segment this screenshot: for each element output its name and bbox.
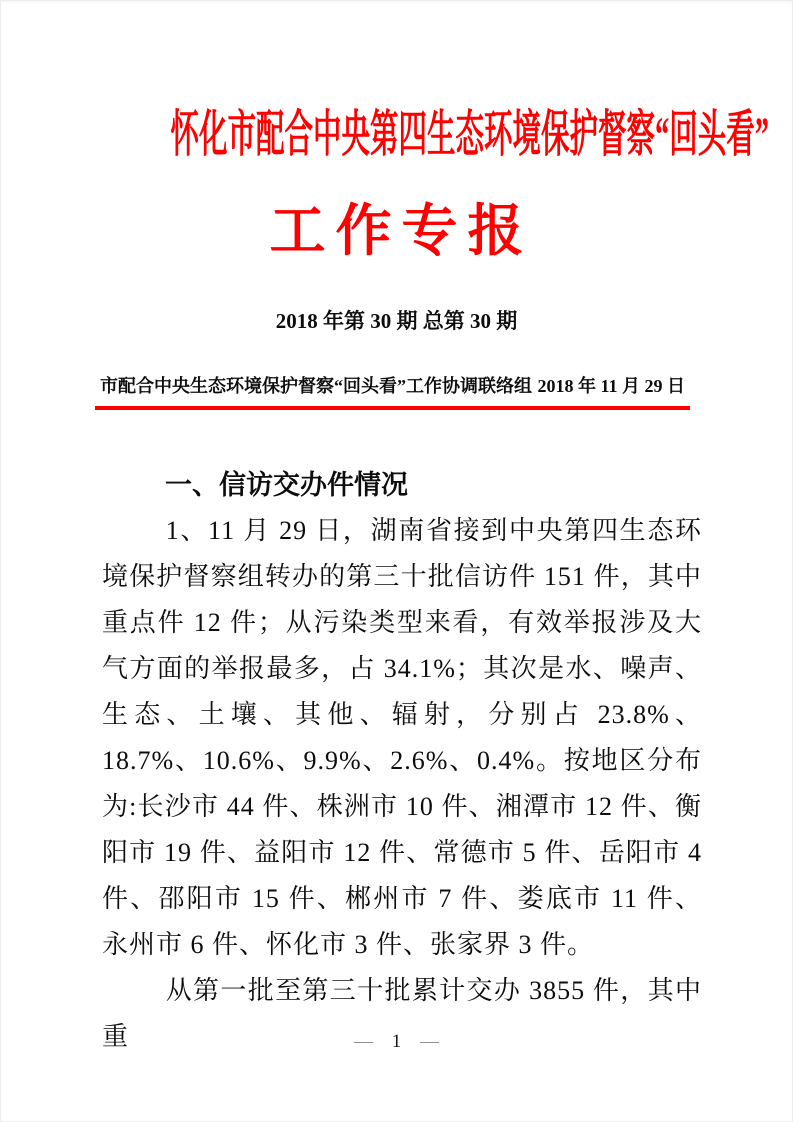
- page-footer: [0, 1030, 793, 1054]
- footer-dash-right: —: [420, 1031, 439, 1052]
- body-paragraph-2: 从第一批至第三十批累计交办 3855 件，其中重: [102, 975, 702, 1051]
- page-number: 1: [391, 1031, 402, 1052]
- report-title-line2: 工作专报: [269, 200, 534, 263]
- red-divider-rule: [95, 406, 690, 410]
- issue-date: 2018 年 11 月 29 日: [537, 375, 685, 396]
- issue-number-line: 2018 年第 30 期 总第 30 期: [275, 308, 518, 333]
- masthead-row: [100, 374, 685, 398]
- report-title-line1: 怀化市配合中央第四生态环境保护督察“回头看”: [170, 106, 769, 162]
- footer-dash-left: —: [354, 1031, 373, 1052]
- body-paragraph-1: 1、11 月 29 日，湖南省接到中央第四生态环境保护督察组转办的第三十批信访件 151 件，其中重点件 12 件；从污染类型来看，有效举报涉及大气方面的举报最多，占 34.1%；其次是水、噪声、生态、土壤、其他、辐射，分别占 23.8%、18.7%、10.6%、9.9%、2.6%、0.4%。按地区分布为:长沙市 44 件、株洲市 10 件、湘潭市 12 件、衡阳市 19 件、益阳市 12 件、常德市 5 件、岳阳市 4 件、邵阳市 15 件、郴州市 7 件、娄底市 11 件、永州市 6 件、怀化市 3 件、张家界 3 件。: [102, 515, 702, 959]
- section-heading: 一、信访交办件情况: [165, 469, 408, 500]
- document-body: [102, 462, 702, 1060]
- issuer-name: 市配合中央生态环境保护督察“回头看”工作协调联络组: [100, 375, 532, 396]
